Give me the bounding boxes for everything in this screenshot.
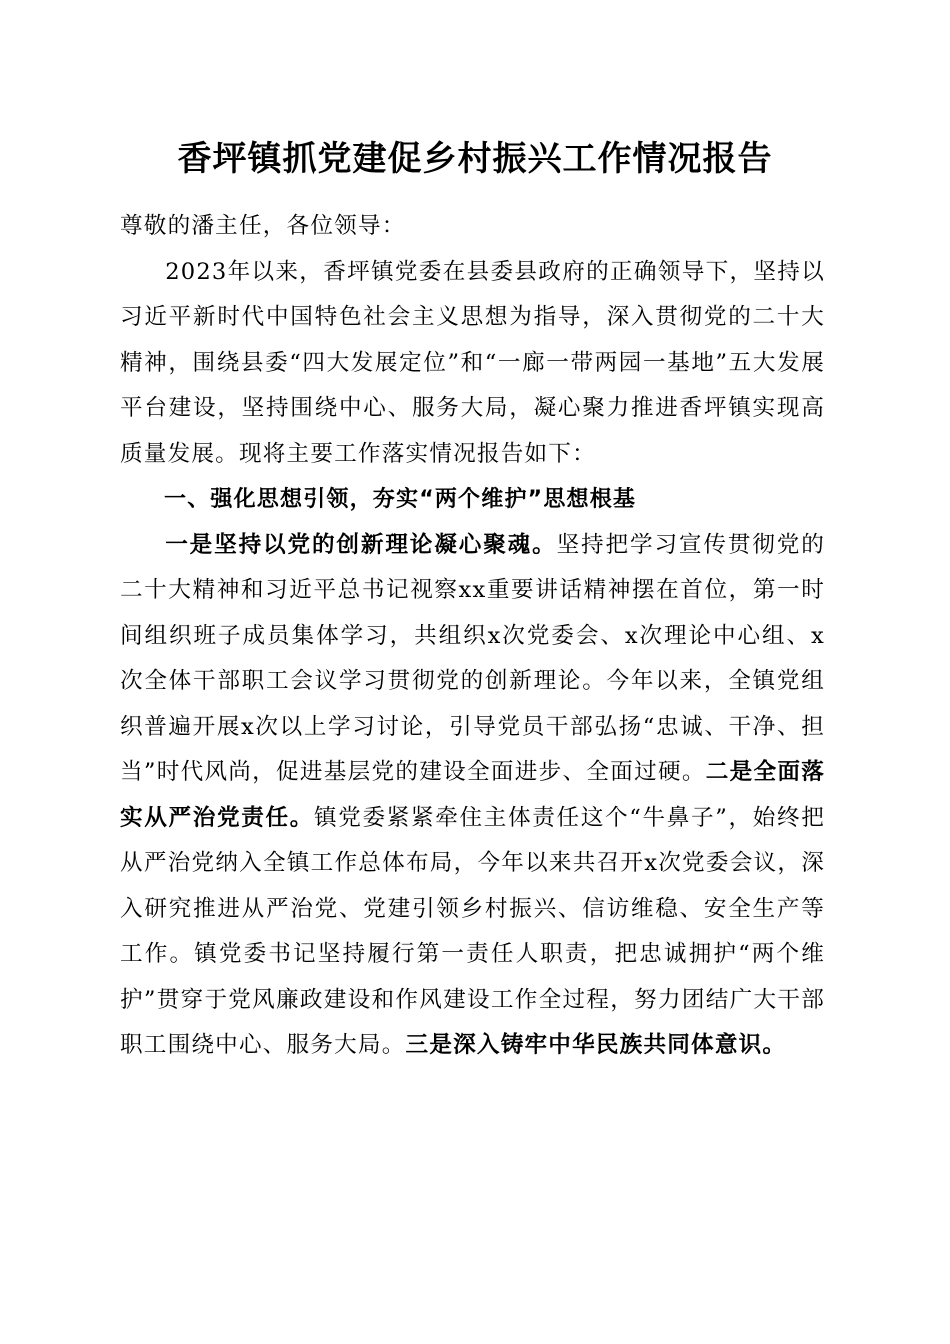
- point-1-body: 坚持把学习宣传贯彻党的二十大精神和习近平总书记视察xx重要讲话精神摆在首位，第一时间组织班子成员集体学习，共组织x次党委会、x次理论中心组、x次全体干部职工会议学习贯彻党的创新理论。今年以来，全镇党组织普遍开展x次以上学习讨论，引导党员干部弘扬“忠诚、干净、担当”时代风尚，促进基层党的建设全面进步、全面过硬。: [120, 531, 826, 785]
- point-1-lead: 一是坚持以党的创新理论凝心聚魂。: [165, 531, 557, 558]
- document-title: 香坪镇抓党建促乡村振兴工作情况报告: [177, 139, 773, 179]
- point-2-lead: 二是全面落实从严治党责任。: [120, 759, 825, 831]
- intro-paragraph: 2023年以来，香坪镇党委在县委县政府的正确领导下，坚持以习近平新时代中国特色社会主义思想为指导，深入贯彻党的二十大精神，围绕县委“四大发展定位”和“一廊一带两园一基地”五大发展平台建设，坚持围绕中心、服务大局，凝心聚力推进香坪镇实现高质量发展。现将主要工作落实情况报告如下：: [120, 258, 825, 467]
- section-heading-1: 一、强化思想引领，夯实“两个维护”思想根基: [164, 487, 637, 512]
- section-1-paragraph: [120, 523, 825, 1069]
- document-body: [120, 204, 825, 1069]
- point-2-body: 镇党委紧紧牵住主体责任这个“牛鼻子”，始终把从严治党纳入全镇工作总体布局，今年以来共召开x次党委会议，深入研究推进从严治党、党建引领乡村振兴、信访维稳、安全生产等工作。镇党委书记坚持履行第一责任人职责，把忠诚拥护“两个维护”贯穿于党风廉政建设和作风建设工作全过程，努力团结广大干部职工围绕中心、服务大局。: [120, 804, 825, 1058]
- point-3-lead: 三是深入铸牢中华民族共同体意识。: [405, 1032, 787, 1058]
- salutation: 尊敬的潘主任，各位领导：: [120, 213, 406, 239]
